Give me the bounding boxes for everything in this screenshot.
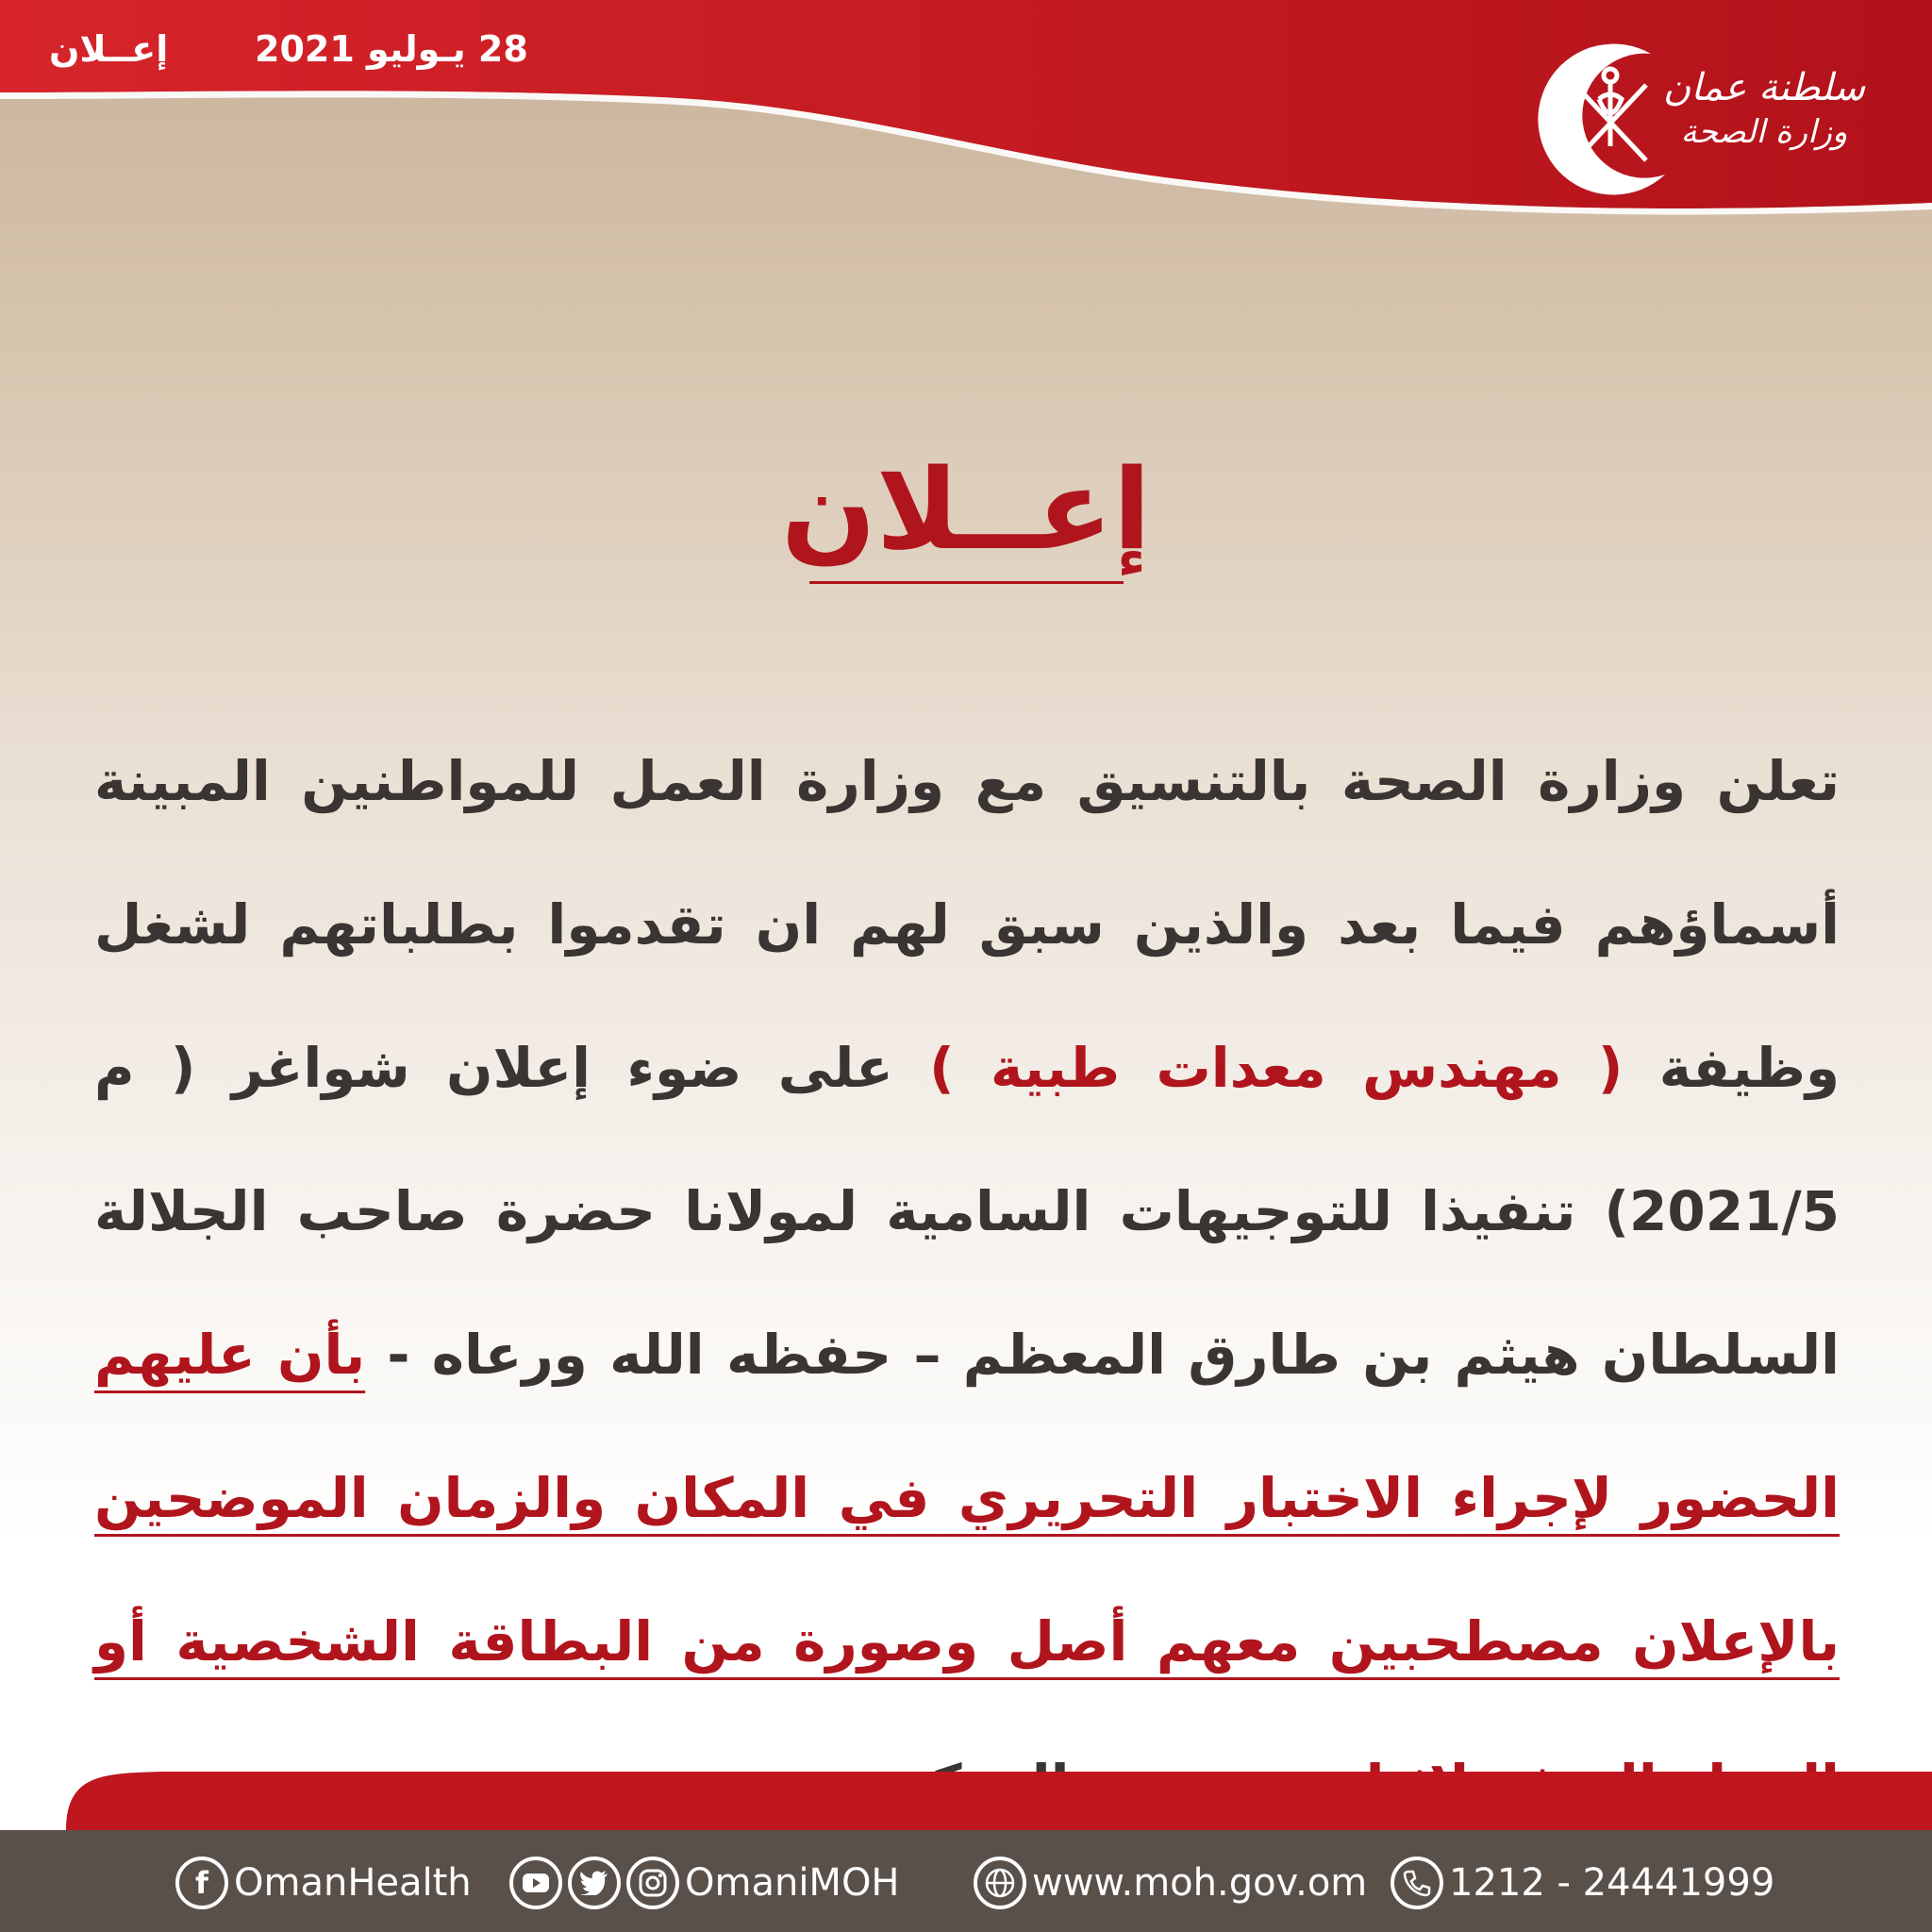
twitter-icon: [568, 1857, 621, 1909]
footer-phone[interactable]: [1391, 1855, 1774, 1911]
footer-band: [0, 1764, 1932, 1830]
announcement-title: إعــلان: [780, 444, 1152, 575]
instagram-icon: [626, 1857, 679, 1909]
logo-text: [1660, 66, 1868, 151]
announcement-body: [94, 709, 1840, 1857]
body-intro: تعلن وزارة الصحة بالتنسيق مع وزارة العمل للمواطنين المبينة أسماؤهم فيما بعد والذين سبق لهم ان تقدموا بطلباتهم لشغل وظيفة: [94, 749, 1840, 1100]
logo-line-ministry: وزارة الصحة: [1680, 113, 1848, 151]
globe-icon: [974, 1857, 1026, 1909]
youtube-icon: [509, 1857, 562, 1909]
footer-website[interactable]: [974, 1855, 1367, 1911]
website-url: www.moh.gov.om: [1032, 1861, 1368, 1905]
facebook-handle: OmanHealth: [234, 1861, 472, 1905]
job-title: ( مهندس معدات طبية ): [929, 1036, 1624, 1100]
facebook-icon: f: [175, 1857, 228, 1909]
body-emphasis: بأن عليهم الحضور لإجراء الاختبار التحريري في المكان والزمان الموضحين بالإعلان مصطحبين معهم أصل وصورة من البطاقة الشخصية أو: [94, 1323, 1840, 1674]
header-date: 28 يـوليو 2021: [255, 28, 528, 70]
title-underline: [809, 581, 1124, 584]
phone-number: 24441999 - 1212: [1449, 1861, 1775, 1905]
logo-line-sultanate: سلطنة عمان: [1662, 66, 1866, 109]
body-directive: على ضوء إعلان شواغر ( م 2021/5) تنفيذا للتوجيهات السامية لمولانا حضرة صاحب الجلالة السلطان هيثم بن طارق المعظم – حفظه الله ورعاه -: [94, 1036, 1840, 1387]
footer-facebook[interactable]: [175, 1855, 472, 1911]
footer-social[interactable]: [509, 1855, 900, 1911]
header-label: إعــلان: [49, 28, 169, 70]
social-handle: OmaniMOH: [685, 1861, 900, 1905]
phone-icon: [1391, 1857, 1443, 1909]
